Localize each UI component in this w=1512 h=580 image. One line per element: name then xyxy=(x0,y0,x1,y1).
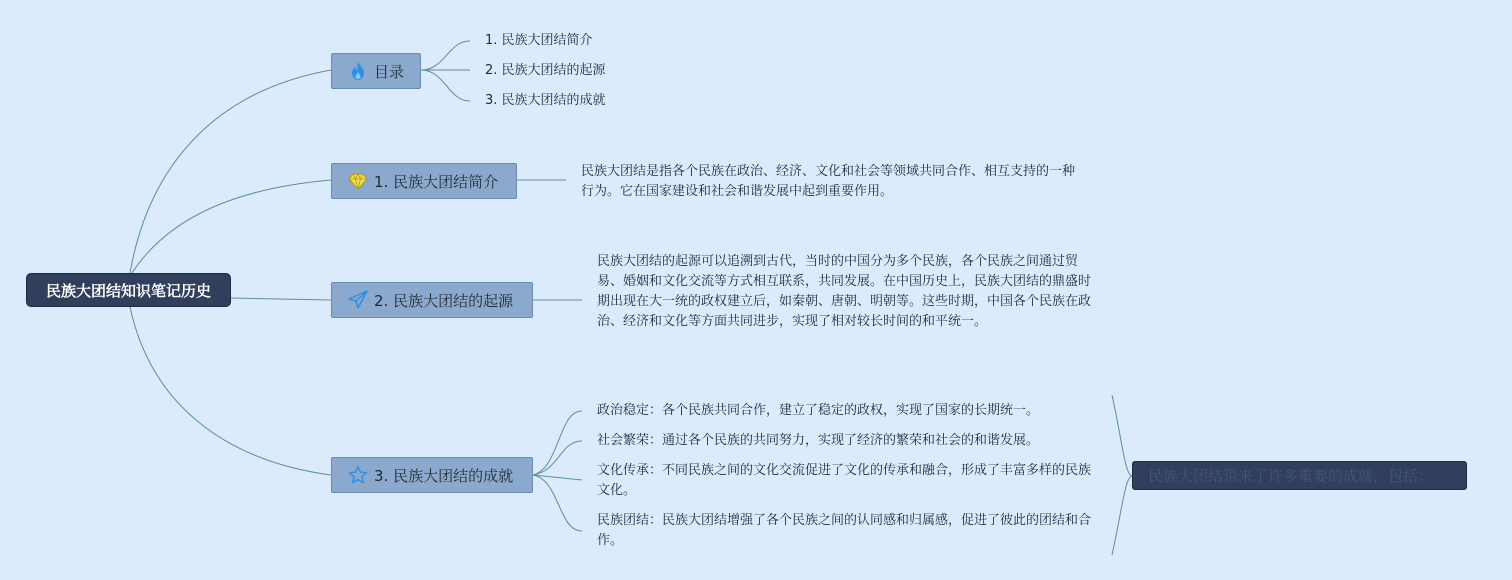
achievement-item: 文化传承：不同民族之间的文化交流促进了文化的传承和融合，形成了丰富多样的民族文化。 xyxy=(597,463,1092,498)
branch-label: 3. 民族大团结的成就 xyxy=(374,466,514,485)
root-topic[interactable] xyxy=(26,273,231,307)
connector-ach-2 xyxy=(533,441,582,475)
summary-brace xyxy=(1112,395,1132,555)
diamond-icon xyxy=(348,171,368,191)
connector-ach-3 xyxy=(533,475,582,480)
connector-toc-3 xyxy=(421,70,470,101)
achievement-item: 社会繁荣：通过各个民族的共同努力，实现了经济的繁荣和社会的和谐发展。 xyxy=(597,433,1040,448)
branch-label: 2. 民族大团结的起源 xyxy=(374,291,514,310)
connector-ach-4 xyxy=(533,475,582,531)
achievement-item: 政治稳定：各个民族共同合作，建立了稳定的政权，实现了国家的长期统一。 xyxy=(597,403,1040,418)
connector-ach-1 xyxy=(533,411,582,475)
connector-toc-1 xyxy=(421,41,470,70)
achievement-item: 民族团结：民族大团结增强了各个民族之间的认同感和归属感，促进了彼此的团结和合作。 xyxy=(597,513,1092,548)
fire-icon xyxy=(348,61,368,81)
branch-origin[interactable] xyxy=(331,282,533,318)
branch-label: 1. 民族大团结简介 xyxy=(374,172,499,191)
branch-label: 目录 xyxy=(374,62,405,81)
connector-root-origin xyxy=(231,298,331,300)
root-title: 民族大团结知识笔记历史 xyxy=(45,281,211,300)
branch-achievements[interactable] xyxy=(331,457,533,493)
branch-introduction[interactable] xyxy=(331,163,517,199)
summary-label: 民族大团结带来了许多重要的成就，包括： xyxy=(1148,467,1434,485)
connector-root-achievements xyxy=(130,307,331,475)
star-icon xyxy=(348,465,368,485)
achievements-summary[interactable] xyxy=(1132,461,1467,490)
origin-text: 民族大团结的起源可以追溯到古代，当时的中国分为多个民族，各个民族之间通过贸易、婚姻和文化交流等方式相互联系，共同发展。在中国历史上，民族大团结的鼎盛时期出现在大一统的政权建立后，如秦朝、唐朝、明朝等。这些时期，中国各个民族在政治、经济和文化等方面共同进步，实现了相对较长时间的和平统一。 xyxy=(597,254,1092,329)
toc-item[interactable]: 3. 民族大团结的成就 xyxy=(485,93,606,108)
toc-item[interactable]: 1. 民族大团结简介 xyxy=(485,33,593,48)
branch-contents[interactable] xyxy=(331,53,421,89)
connector-root-toc xyxy=(130,70,331,273)
paper-plane-icon xyxy=(348,290,368,310)
connector-root-intro xyxy=(132,180,331,273)
introduction-text: 民族大团结是指各个民族在政治、经济、文化和社会等领域共同合作、相互支持的一种行为。它在国家建设和社会和谐发展中起到重要作用。 xyxy=(581,164,1076,199)
toc-item[interactable]: 2. 民族大团结的起源 xyxy=(485,63,606,78)
